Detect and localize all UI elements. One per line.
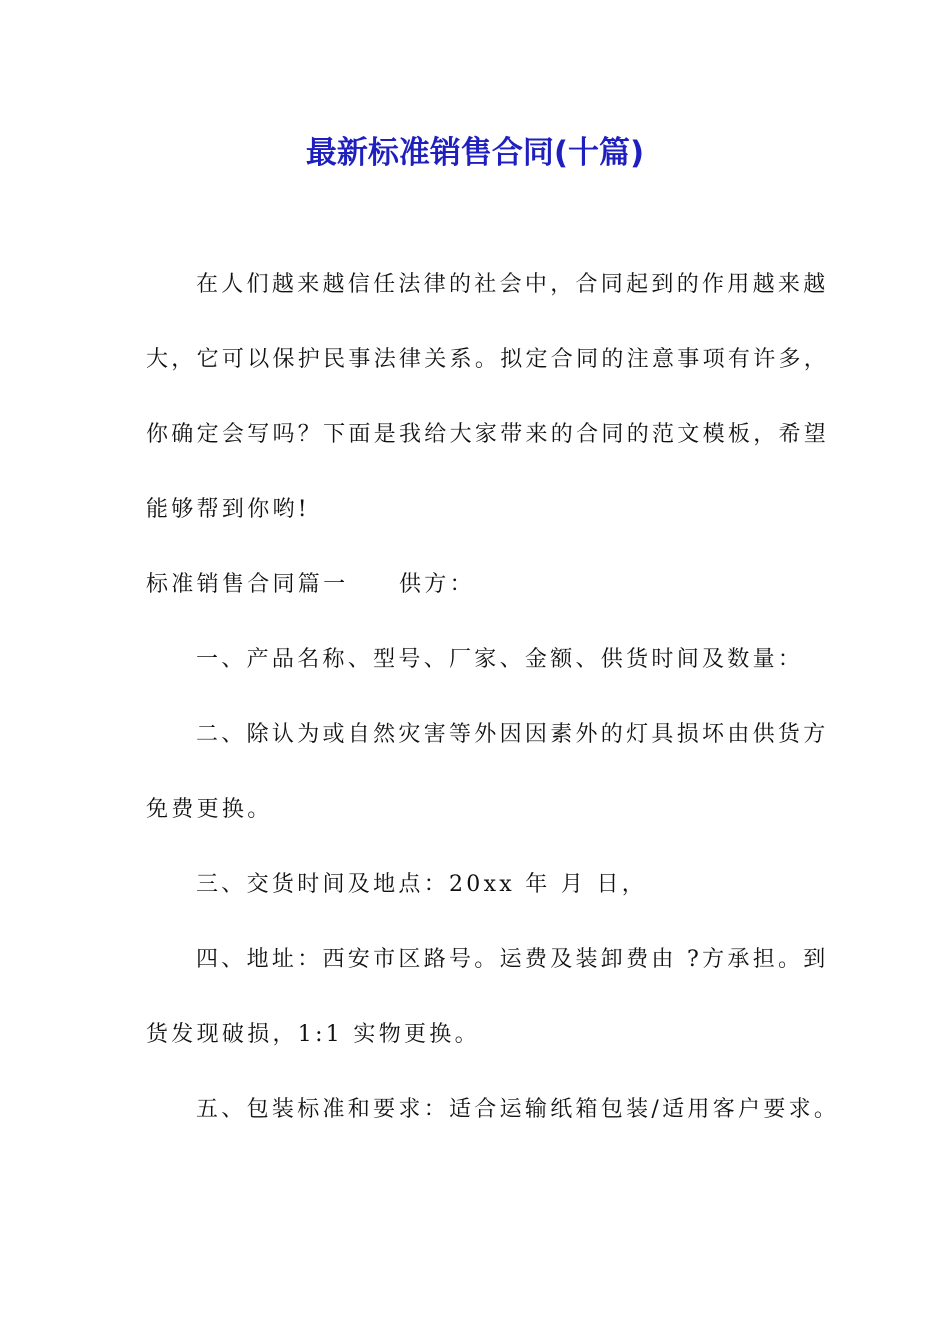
paragraph-line: 在人们越来越信任法律的社会中，合同起到的作用越来越 — [196, 272, 829, 297]
document-title: 最新标准销售合同(十篇) — [305, 135, 645, 171]
clause-line: 一、产品名称、型号、厂家、金额、供货时间及数量： — [196, 647, 804, 672]
paragraph-line: 大，它可以保护民事法律关系。拟定合同的注意事项有许多， — [146, 347, 830, 372]
clause-line: 二、除认为或自然灾害等外因因素外的灯具损坏由供货方 — [196, 722, 829, 747]
paragraph-line: 你确定会写吗？下面是我给大家带来的合同的范文模板，希望 — [146, 422, 830, 447]
clause-line: 货发现破损，1:1 实物更换。 — [146, 1022, 480, 1047]
clause-line: 免费更换。 — [146, 797, 273, 822]
clause-line: 三、交货时间及地点：20xx 年 月 日， — [196, 872, 648, 897]
paragraph-line: 能够帮到你哟! — [146, 497, 310, 522]
section-heading: 标准销售合同篇一 供方： — [146, 572, 475, 597]
clause-line: 五、包装标准和要求：适合运输纸箱包装/适用客户要求。 — [196, 1097, 840, 1122]
clause-line: 四、地址：西安市区路号。运费及装卸费由 ?方承担。到 — [196, 947, 829, 972]
